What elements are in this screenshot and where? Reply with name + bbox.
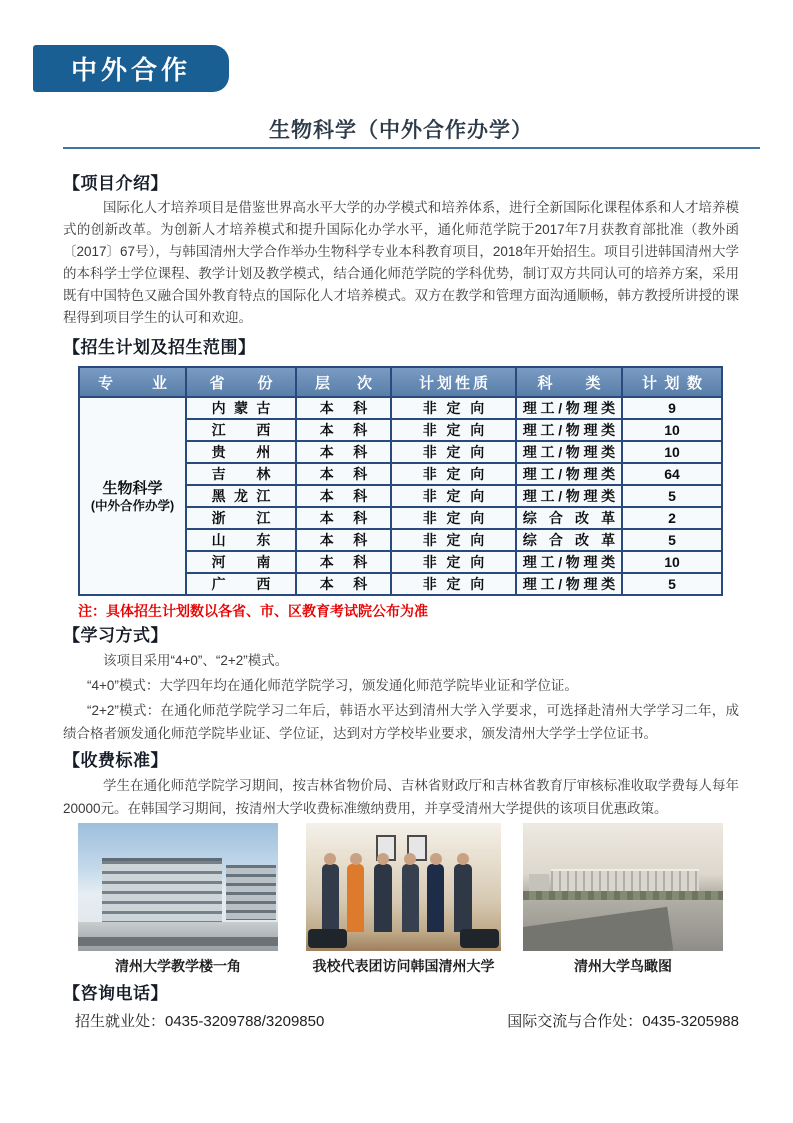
photo-caption: 清州大学鸟瞰图 [574,958,672,974]
category-cell: 理工/物理类 [516,441,622,463]
plan-type-cell: 非定向 [391,463,516,485]
province-cell: 吉林 [186,463,296,485]
major-cell [79,397,186,595]
photo-delegation [306,823,501,975]
count-cell: 10 [622,551,722,573]
province-cell: 黑龙江 [186,485,296,507]
title-divider [63,147,760,149]
section-heading-study: 【学习方式】 [63,626,168,645]
fees-paragraph: 学生在通化师范学院学习期间，按吉林省物价局、吉林省财政厅和吉林省教育厅审核标准收取学费每人每年20000元。在韩国学习期间，按清州大学收费标准缴纳费用，并享受清州大学提供的该项目优惠政策。 [63,778,739,816]
photo-caption: 我校代表团访问韩国清州大学 [312,958,495,974]
category-cell: 理工/物理类 [516,551,622,573]
province-cell: 贵州 [186,441,296,463]
level-cell: 本科 [296,441,391,463]
count-cell: 10 [622,419,722,441]
category-cell: 理工/物理类 [516,463,622,485]
level-cell: 本科 [296,573,391,595]
photo-aerial [523,823,723,975]
person-illustration [427,864,445,932]
study-paragraph-2: “4+0”模式：大学四年均在通化师范学院学习，颁发通化师范学院毕业证和学位证。 [87,678,578,693]
contact-international-phone: 国际交流与合作处：0435-3205988 [507,1013,739,1030]
plan-type-cell: 非定向 [391,507,516,529]
chair-illustration [460,929,499,948]
photo-building [78,823,278,975]
person-illustration [402,864,420,932]
count-cell: 64 [622,463,722,485]
column-header-plan-type: 计划性质 [391,367,516,397]
chair-illustration [308,929,347,948]
province-cell: 山东 [186,529,296,551]
count-cell: 5 [622,573,722,595]
count-cell: 9 [622,397,722,419]
count-cell: 5 [622,485,722,507]
section-heading-contact: 【咨询电话】 [63,984,168,1003]
table-header-row [79,367,722,397]
level-cell: 本科 [296,551,391,573]
road-illustration [78,937,278,946]
plan-note: 注：具体招生计划数以各省、市、区教育考试院公布为准 [78,603,428,619]
plan-type-cell: 非定向 [391,485,516,507]
category-cell: 综合改革 [516,529,622,551]
column-header-level: 层次 [296,367,391,397]
plan-type-cell: 非定向 [391,551,516,573]
province-cell: 浙江 [186,507,296,529]
category-cell: 理工/物理类 [516,573,622,595]
level-cell: 本科 [296,485,391,507]
level-cell: 本科 [296,397,391,419]
plan-type-cell: 非定向 [391,441,516,463]
level-cell: 本科 [296,463,391,485]
column-header-count: 计划数 [622,367,722,397]
trees-illustration [523,891,723,900]
column-header-category: 科类 [516,367,622,397]
province-cell: 内蒙古 [186,397,296,419]
level-cell: 本科 [296,529,391,551]
person-illustration [454,864,472,932]
level-cell: 本科 [296,507,391,529]
section-heading-plan: 【招生计划及招生范围】 [63,338,256,357]
photo-delegation-image [306,823,501,951]
road-illustration [523,907,673,951]
person-illustration [374,864,392,932]
contact-row [63,1012,739,1032]
building-wing-illustration [226,865,276,920]
photo-building-image [78,823,278,951]
person-illustration [322,864,340,932]
column-header-major: 专业 [79,367,186,397]
photo-caption: 清州大学教学楼一角 [115,958,241,974]
page-title: 生物科学（中外合作办学） [269,119,533,142]
contact-admissions-phone: 招生就业处：0435-3209788/3209850 [75,1013,325,1030]
study-paragraph-3: “2+2”模式：在通化师范学院学习二年后，韩语水平达到清州大学入学要求，可选择赴清州大学学习二年，成绩合格者颁发通化师范学院毕业证、学位证，达到对方学校毕业要求，颁发清州大学学士学位证书。 [63,703,739,741]
intro-paragraph: 国际化人才培养项目是借鉴世界高水平大学的办学模式和培养体系，进行全新国际化课程体系和人才培养模式的创新改革。为创新人才培养模式和提升国际化办学水平，通化师范学院于2017年7月获教育部批准（教外函〔2017〕67号），与韩国清州大学合作举办生物科学专业本科教育项目，2018年开始招生。项目引进韩国清州大学的本科学士学位课程、教学计划及教学模式，结合通化师范学院的学科优势，制订双方共同认可的培养方案，采用既有中国特色又融合国外教育特点的国际化人才培养模式。双方在教学和管理方面沟通顺畅，韩方教授所讲授的课程得到项目学生的认可和欢迎。 [63,200,739,325]
category-cell: 综合改革 [516,507,622,529]
person-illustration [347,864,365,932]
section-heading-fees: 【收费标准】 [63,751,168,770]
province-cell: 河南 [186,551,296,573]
table-row [79,397,722,419]
count-cell: 2 [622,507,722,529]
main-content [63,118,739,1032]
category-cell: 理工/物理类 [516,419,622,441]
category-cell: 理工/物理类 [516,485,622,507]
plan-type-cell: 非定向 [391,397,516,419]
photo-aerial-image [523,823,723,951]
category-cell: 理工/物理类 [516,397,622,419]
level-cell: 本科 [296,419,391,441]
plan-type-cell: 非定向 [391,419,516,441]
column-header-province: 省份 [186,367,296,397]
province-cell: 江西 [186,419,296,441]
count-cell: 5 [622,529,722,551]
major-subtitle: (中外合作办学) [90,498,175,513]
campus-building-illustration [551,869,699,891]
section-heading-intro: 【项目介绍】 [63,174,168,193]
building-illustration [102,858,222,924]
plan-type-cell: 非定向 [391,529,516,551]
photo-row [78,823,739,975]
major-name: 生物科学 [102,479,163,497]
section-banner: 中外合作 [33,45,229,92]
plan-type-cell: 非定向 [391,573,516,595]
campus-block-illustration [529,874,549,891]
study-paragraph-1: 该项目采用“4+0”、“2+2”模式。 [103,653,289,668]
province-cell: 广西 [186,573,296,595]
enrollment-plan-table [78,366,723,596]
count-cell: 10 [622,441,722,463]
